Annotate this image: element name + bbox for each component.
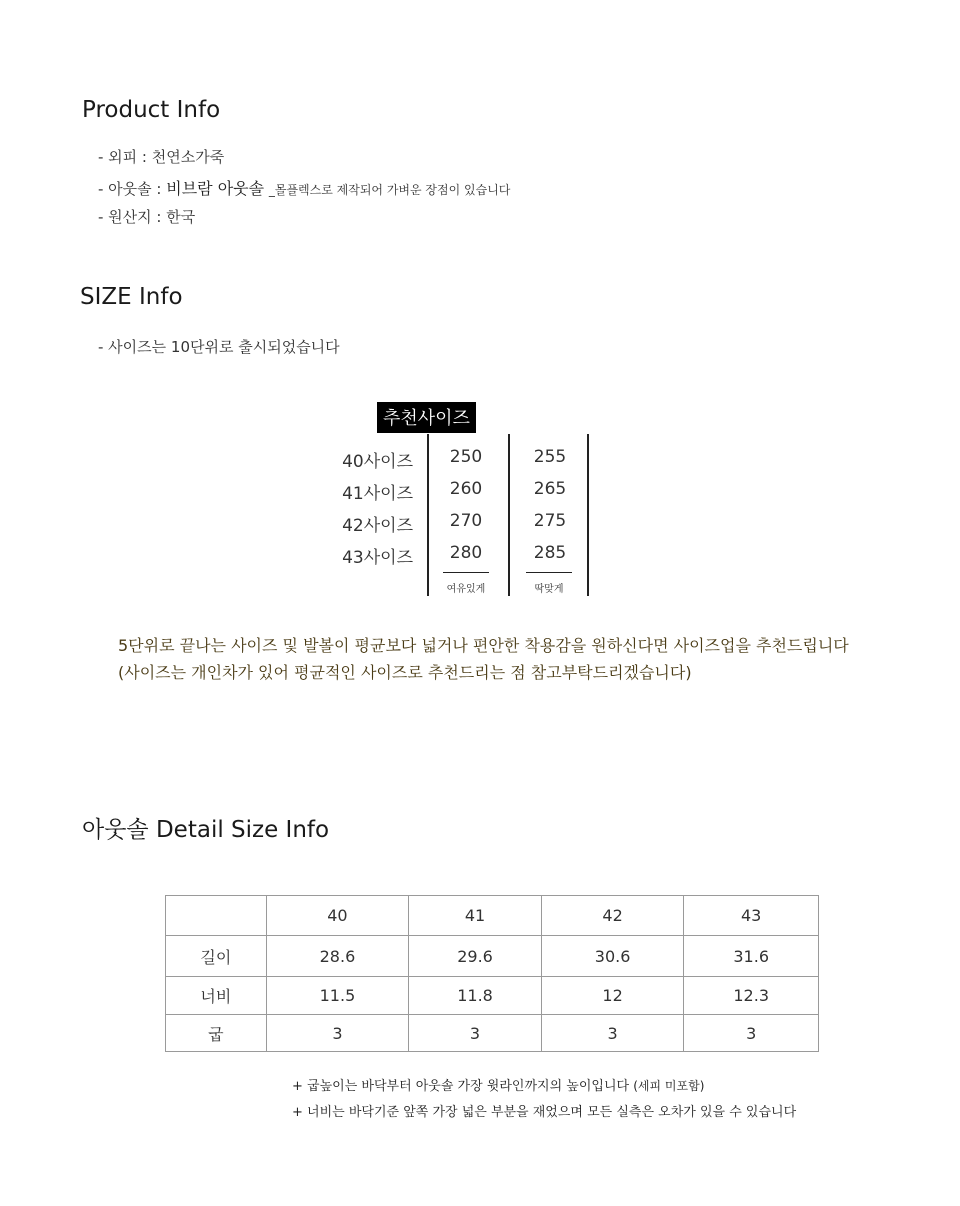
- table-header-cell: 40: [266, 896, 409, 936]
- size-label: 40사이즈: [342, 452, 413, 472]
- loose-size: 260: [449, 479, 483, 499]
- table-header-cell: [166, 896, 267, 936]
- table-cell: 3: [684, 1015, 819, 1052]
- item-extra: _몰플렉스로 제작되어 가벼운 장점이 있습니다: [268, 183, 511, 197]
- table-row: [166, 977, 819, 1015]
- table-cell: 12.3: [684, 977, 819, 1015]
- fit-size: 265: [533, 479, 567, 499]
- footnote-heel: [292, 1075, 704, 1094]
- detail-size-table: [165, 895, 819, 1052]
- table-cell: 28.6: [266, 936, 409, 977]
- loose-hint: 여유있게: [446, 584, 486, 595]
- item-label: - 외피 :: [98, 148, 147, 166]
- table-cell: 3: [409, 1015, 542, 1052]
- recommend-note-line1: 5단위로 끝나는 사이즈 및 발볼이 평균보다 넓거나 편안한 착용감을 원하신다면 사이즈업을 추천드립니다: [118, 636, 849, 655]
- table-cell: 11.5: [266, 977, 409, 1015]
- footnote-width: + 너비는 바닥기준 앞쪽 가장 넓은 부분을 재었으며 모든 실측은 오차가 있을 수 있습니다: [292, 1105, 797, 1120]
- table-cell: 3: [541, 1015, 684, 1052]
- divider-middle: [508, 434, 510, 596]
- fit-underline: [526, 572, 572, 573]
- table-row: [166, 1015, 819, 1052]
- table-header-cell: 41: [409, 896, 542, 936]
- product-info-item-outsole: [98, 176, 510, 199]
- item-label: - 아웃솔 :: [98, 180, 162, 198]
- size-info-note: - 사이즈는 10단위로 출시되었습니다: [98, 338, 340, 356]
- loose-underline: [443, 572, 489, 573]
- table-cell: 12: [541, 977, 684, 1015]
- table-cell: 29.6: [409, 936, 542, 977]
- loose-size: 250: [449, 447, 483, 467]
- fit-hint: 딱맞게: [534, 584, 564, 595]
- footnote-heel-small: (세피 미포함): [633, 1079, 705, 1093]
- table-cell: 3: [266, 1015, 409, 1052]
- divider-right: [587, 434, 589, 596]
- divider-left: [427, 434, 429, 596]
- size-label: 43사이즈: [342, 548, 413, 568]
- product-info-title: Product Info: [82, 97, 221, 123]
- item-value: 비브람 아웃솔: [166, 179, 265, 198]
- footnote-heel-main: + 굽높이는 바닥부터 아웃솔 가장 윗라인까지의 높이입니다: [292, 1079, 630, 1094]
- product-info-item-leather: [98, 146, 224, 167]
- product-info-item-origin: [98, 206, 195, 227]
- table-cell: 30.6: [541, 936, 684, 977]
- row-label: 너비: [166, 977, 267, 1015]
- table-cell: 31.6: [684, 936, 819, 977]
- row-label: 길이: [166, 936, 267, 977]
- loose-size: 270: [449, 511, 483, 531]
- loose-size: 280: [449, 543, 483, 563]
- size-label: 42사이즈: [342, 516, 413, 536]
- table-cell: 11.8: [409, 977, 542, 1015]
- item-value: 천연소가죽: [151, 148, 225, 166]
- fit-size: 255: [533, 447, 567, 467]
- detail-title: 아웃솔 Detail Size Info: [82, 817, 330, 843]
- table-header-cell: 42: [541, 896, 684, 936]
- fit-size: 275: [533, 511, 567, 531]
- size-label: 41사이즈: [342, 484, 413, 504]
- recommend-note-line2: (사이즈는 개인차가 있어 평균적인 사이즈로 추천드리는 점 참고부탁드리겠습니다): [118, 663, 692, 682]
- row-label: 굽: [166, 1015, 267, 1052]
- table-header-cell: 43: [684, 896, 819, 936]
- table-row: [166, 936, 819, 977]
- item-label: - 원산지 :: [98, 208, 162, 226]
- table-header-row: [166, 896, 819, 936]
- recommend-title: 추천사이즈: [377, 402, 476, 433]
- item-value: 한국: [166, 208, 196, 226]
- size-info-title: SIZE Info: [80, 284, 183, 310]
- fit-size: 285: [533, 543, 567, 563]
